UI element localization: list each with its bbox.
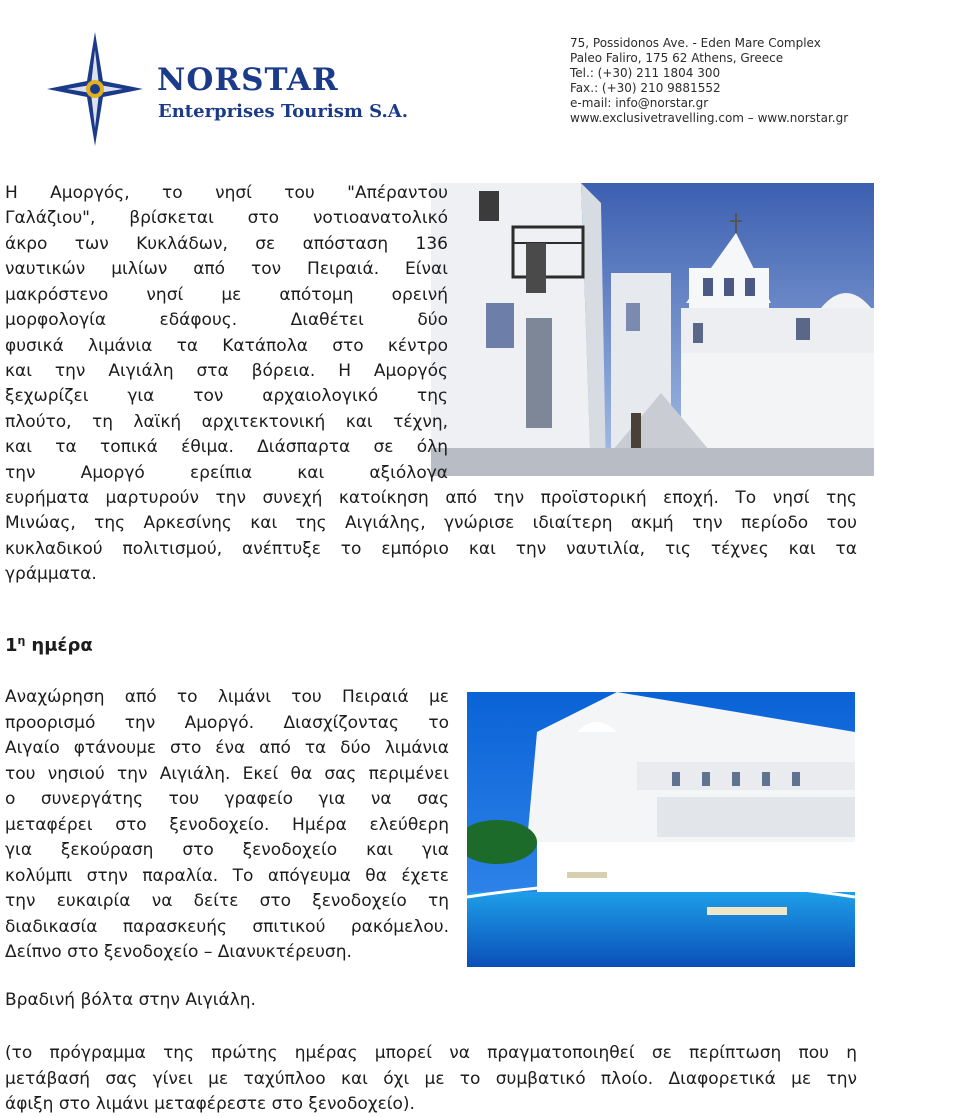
day-line: κολύμπι στην παραλία. Το απόγευμα θα έχετε	[5, 866, 449, 886]
evening-activity: Βραδινή βόλτα στην Αιγιάλη.	[5, 990, 256, 1010]
day-line: προορισμό την Αμοργό. Διασχίζοντας το	[5, 713, 449, 733]
intro-line: την Αμοργό ερείπια και αξιόλογα	[5, 463, 448, 483]
day-number: 1	[5, 635, 18, 656]
intro-line: ξεχωρίζει για τον αρχαιολογικό της	[5, 386, 448, 406]
contact-phone: Tel.: (+30) 211 1804 300	[570, 66, 721, 80]
company-name: NORSTAR	[157, 62, 339, 98]
day-line: ο συνεργάτης του γραφείο για να σας	[5, 789, 449, 809]
intro-line: κυκλαδικού πολιτισμού, ανέπτυξε το εμπόριο και την ναυτιλία, τις τέχνες και τα	[5, 539, 857, 559]
contact-email[interactable]: e-mail: info@norstar.gr	[570, 96, 709, 110]
intro-line: άκρο των Κυκλάδων, σε απόσταση 136	[5, 234, 448, 254]
intro-line: γράμματα.	[5, 564, 97, 584]
note-line: άφιξη στο λιμάνι μεταφέρεστε στο ξενοδοχείο).	[5, 1094, 415, 1114]
note-line: μετάβασή σας γίνει με ταχύπλοο και όχι με το συμβατικό πλοίο. Διαφορετικά με την	[5, 1069, 857, 1089]
intro-line: ναυτικών μιλίων από τον Πειραιά. Είναι	[5, 259, 448, 279]
intro-line: ευρήματα μαρτυρούν την συνεχή κατοίκηση από την προϊστορική εποχή. Το νησί της	[5, 488, 857, 508]
hotel-pool-photo	[467, 692, 855, 967]
intro-line: φυσικά λιμάνια τα Κατάπολα στο κέντρο	[5, 336, 448, 356]
contact-websites[interactable]: www.exclusivetravelling.com – www.norstar.gr	[570, 111, 849, 125]
contact-city: Paleo Faliro, 175 62 Athens, Greece	[570, 51, 784, 65]
day-ordinal-superscript: η	[17, 634, 26, 647]
day-line: διαδικασία παρασκευής σπιτικού ρακόμελου.	[5, 917, 449, 937]
day-line: την ευκαιρία να δείτε στο ξενοδοχείο τη	[5, 891, 449, 911]
contact-address: 75, Possidonos Ave. - Eden Mare Complex	[570, 36, 821, 50]
day-line: Αιγαίο φτάνουμε στο ένα από τα δύο λιμάνια	[5, 738, 449, 758]
day-1-heading	[5, 634, 93, 656]
intro-line: και τα τοπικά έθιμα. Διάσπαρτα σε όλη	[5, 437, 448, 457]
day-label: ημέρα	[31, 635, 93, 656]
intro-line: Η Αμοργός, το νησί του "Απέραντου	[5, 183, 448, 203]
day-line: του νησιού την Αιγιάλη. Εκεί θα σας περιμένει	[5, 764, 449, 784]
company-subtitle: Enterprises Tourism S.A.	[158, 101, 408, 122]
intro-line: και την Αιγιάλη στα βόρεια. Η Αμοργός	[5, 361, 448, 381]
intro-line: πλούτο, τη λαϊκή αρχιτεκτονική και τέχνη,	[5, 412, 448, 432]
intro-line: μακρόστενο νησί με απότομη ορεινή	[5, 285, 448, 305]
contact-details	[570, 36, 848, 126]
intro-line: μορφολογία εδάφους. Διαθέτει δύο	[5, 310, 448, 330]
day-line: μεταφέρει στο ξενοδοχείο. Ημέρα ελεύθερη	[5, 815, 449, 835]
intro-line: Γαλάζιου", βρίσκεται στο νοτιοανατολικό	[5, 208, 448, 228]
day-line: για ξεκούραση στο ξενοδοχείο και για	[5, 840, 449, 860]
intro-line: Μινώας, της Αρκεσίνης και της Αιγιάλης, γνώρισε ιδιαίτερη ακμή την περίοδο του	[5, 513, 857, 533]
day-line: Αναχώρηση από το λιμάνι του Πειραιά με	[5, 687, 449, 707]
amorgos-village-photo	[431, 183, 874, 476]
contact-fax: Fax.: (+30) 210 9881552	[570, 81, 721, 95]
day-line: Δείπνο στο ξενοδοχείο – Διανυκτέρευση.	[5, 942, 352, 962]
note-line: (το πρόγραμμα της πρώτης ημέρας μπορεί να πραγματοποιηθεί σε περίπτωση που η	[5, 1043, 857, 1063]
norstar-star-logo-icon	[45, 30, 145, 148]
